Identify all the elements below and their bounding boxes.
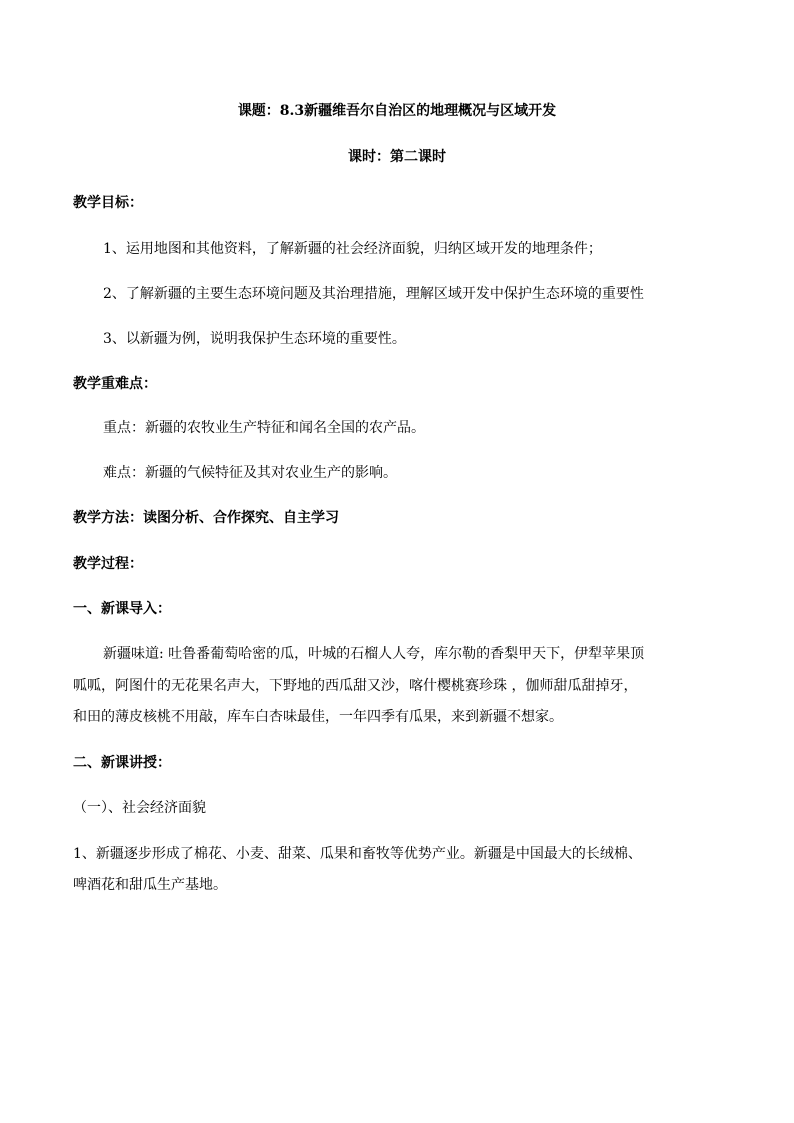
section-1-heading: 一、新课导入： bbox=[73, 601, 171, 617]
subsection-heading: （一）、社会经济面貌 bbox=[73, 800, 206, 816]
objective-item: 1、运用地图和其他资料，了解新疆的社会经济面貌，归纳区域开发的地理条件； bbox=[103, 241, 602, 257]
lesson-period: 课时：第二课时 bbox=[348, 149, 446, 165]
intro-line: 新疆味道: 吐鲁番葡萄哈密的瓜，叶城的石榴人人夸，库尔勒的香梨甲天下，伊犁苹果顶 bbox=[103, 646, 645, 662]
teaching-method bbox=[73, 509, 339, 527]
intro-line: 呱呱，阿图什的无花果名声大，下野地的西瓜甜又沙，喀什樱桃赛珍珠 ，伽师甜瓜甜掉牙， bbox=[73, 678, 638, 694]
section-2-heading: 二、新课讲授： bbox=[73, 755, 171, 771]
intro-line: 和田的薄皮核桃不用敲，库车白杏味最佳，一年四季有瓜果，来到新疆不想家。 bbox=[73, 709, 563, 725]
point-line: 1、新疆逐步形成了棉花、小麦、甜菜、瓜果和畜牧等优势产业。新疆是中国最大的长绒棉、 bbox=[73, 846, 642, 862]
difficult-point: 难点：新疆的气候特征及其对农业生产的影响。 bbox=[103, 465, 397, 481]
point-line: 啤酒花和甜瓜生产基地。 bbox=[73, 877, 227, 893]
teaching-method-text: 教学方法：读图分析、合作探究、自主学习 bbox=[73, 510, 339, 526]
objective-item: 3、以新疆为例，说明我保护生态环境的重要性。 bbox=[103, 331, 406, 347]
keypoints-heading: 教学重难点： bbox=[73, 376, 157, 392]
key-point: 重点：新疆的农牧业生产特征和闻名全国的农产品。 bbox=[103, 420, 425, 436]
objectives-heading: 教学目标： bbox=[73, 195, 143, 211]
document-title: 课题：8.3新疆维吾尔自治区的地理概况与区域开发 bbox=[237, 103, 557, 119]
objective-item: 2、了解新疆的主要生态环境问题及其治理措施，理解区域开发中保护生态环境的重要性 bbox=[103, 286, 644, 302]
process-heading: 教学过程： bbox=[73, 556, 143, 572]
